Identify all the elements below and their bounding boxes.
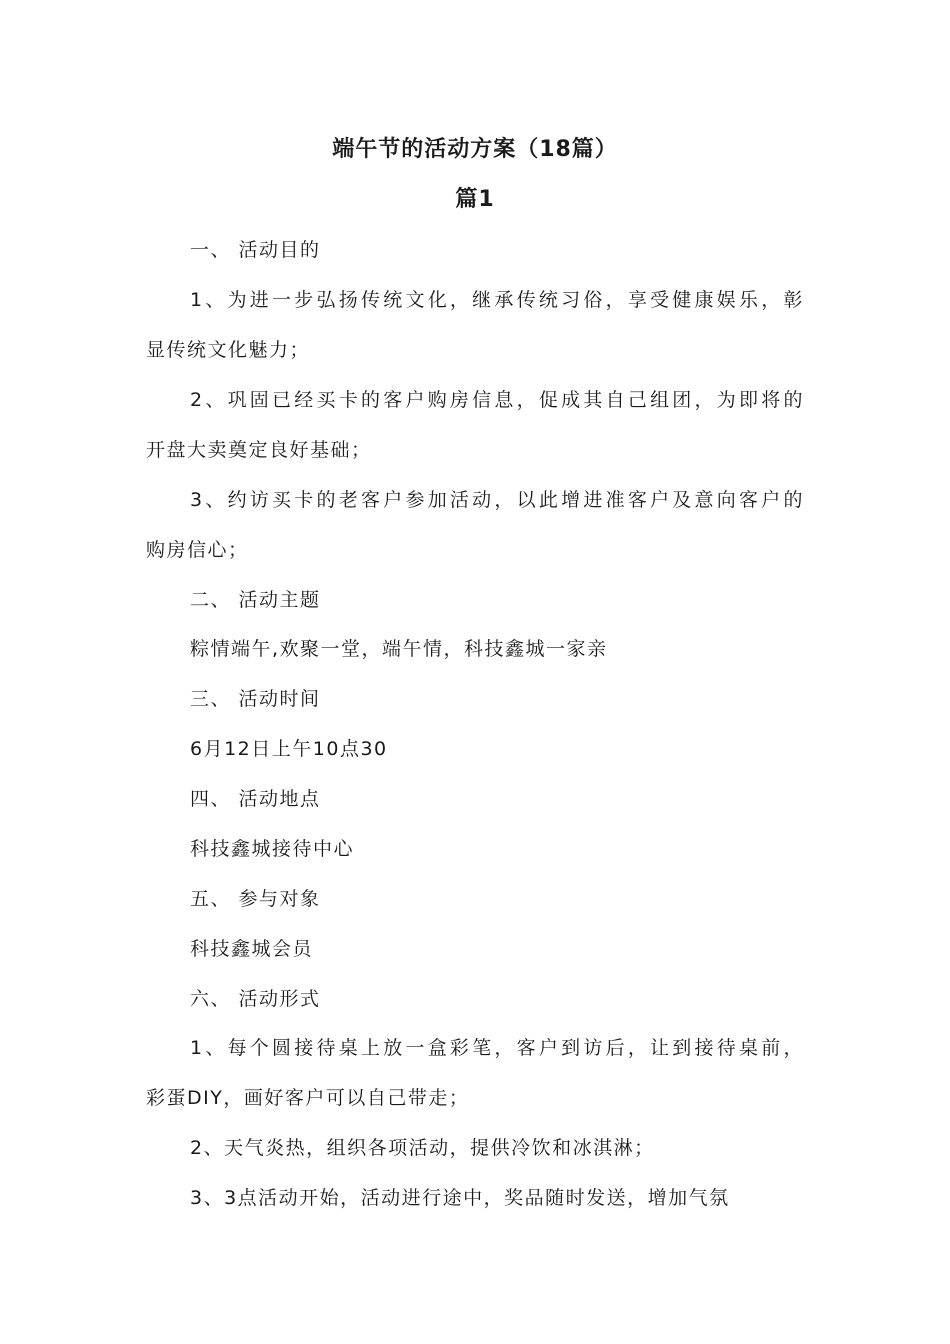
paragraph-line: 科技鑫城会员	[190, 938, 314, 960]
paragraph-line: 显传统文化魅力；	[146, 339, 311, 361]
paragraph-line: 6月12日上午10点30	[190, 738, 388, 760]
section-title: 篇1	[455, 187, 495, 212]
heading-location: 四、 活动地点	[190, 788, 321, 810]
heading-theme: 二、 活动主题	[190, 589, 321, 611]
paragraph-line: 粽情端午,欢聚一堂，端午情，科技鑫城一家亲	[190, 638, 608, 660]
paragraph-line: 3、3点活动开始，活动进行途中，奖品随时发送，增加气氛	[190, 1187, 730, 1209]
paragraph-line: 3、约访买卡的老客户参加活动，以此增进准客户及意向客户的	[190, 489, 804, 511]
document-title: 端午节的活动方案（18篇）	[332, 137, 618, 162]
paragraph-line: 购房信心；	[146, 539, 249, 561]
heading-participants: 五、 参与对象	[190, 888, 321, 910]
heading-time: 三、 活动时间	[190, 688, 321, 710]
paragraph-line: 科技鑫城接待中心	[190, 838, 355, 860]
paragraph-line: 开盘大卖奠定良好基础；	[146, 439, 372, 461]
heading-format: 六、 活动形式	[190, 988, 321, 1010]
heading-purpose: 一、 活动目的	[190, 239, 321, 261]
paragraph-line: 2、巩固已经买卡的客户购房信息，促成其自己组团，为即将的	[190, 389, 804, 411]
paragraph-line: 1、每个圆接待桌上放一盒彩笔，客户到访后，让到接待桌前，	[190, 1037, 804, 1059]
paragraph-line: 2、天气炎热，组织各项活动，提供冷饮和冰淇淋；	[190, 1137, 655, 1159]
paragraph-line: 彩蛋DIY，画好客户可以自己带走；	[146, 1087, 470, 1109]
paragraph-line: 1、为进一步弘扬传统文化，继承传统习俗，享受健康娱乐，彰	[190, 289, 804, 311]
